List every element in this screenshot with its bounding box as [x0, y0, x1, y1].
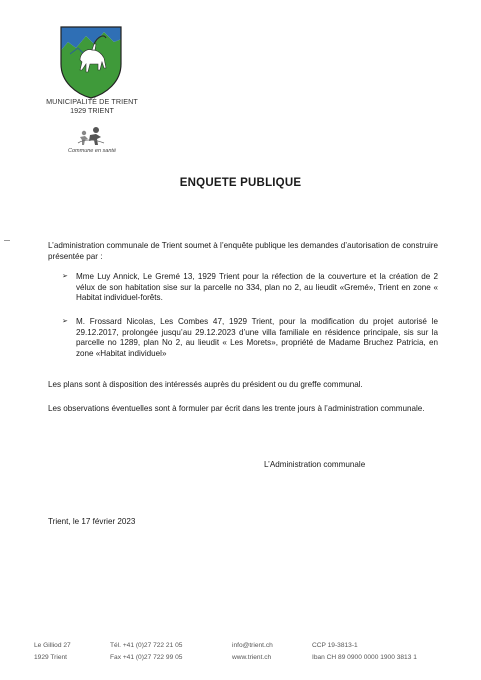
footer-iban: Iban CH 89 0900 0000 1900 3813 1	[312, 653, 417, 661]
footer-address-line2: 1929 Trient	[34, 653, 67, 661]
signature-line: L’Administration communale	[264, 460, 366, 469]
footer-tel: Tél. +41 (0)27 722 21 05	[110, 642, 183, 649]
arrowhead-bullet-icon: ➢	[62, 318, 68, 325]
coat-of-arms-icon	[58, 24, 124, 100]
commune-en-sante-label: Commune en santé	[68, 148, 116, 154]
footer-address	[34, 640, 71, 663]
fold-mark	[4, 240, 10, 241]
footer-email-link[interactable]: info@trient.ch	[232, 642, 273, 649]
municipality-postal: 1929 TRIENT	[70, 106, 114, 115]
commune-en-sante-logo-icon	[76, 125, 106, 147]
list-item-text: M. Frossard Nicolas, Les Combes 47, 1929 Trient, pour la modification du projet autorisé le 29.12.2017, prolongée jusqu’au 29.12.2023 d’une villa familiale en résidence principale, sis sur la parcelle no 1289, plan No 2, au lieudit « Les Morets», propriété de Madame Bruchez Patricia, en zone «Habitat individuel»	[76, 317, 438, 358]
footer-address-line1: Le Gilliod 27	[34, 642, 71, 649]
footer-fax: Fax +41 (0)27 722 99 05	[110, 653, 183, 661]
place-date: Trient, le 17 février 2023	[48, 517, 136, 526]
footer-phone	[110, 640, 182, 663]
document-title: ENQUETE PUBLIQUE	[179, 177, 302, 189]
municipality-name: MUNICIPALITÉ DE TRIENT	[46, 97, 138, 106]
footer-bank	[312, 640, 417, 663]
footer-contact	[232, 640, 273, 663]
list-item-text: Mme Luy Annick, Le Gremé 13, 1929 Trient pour la réfection de la couverture et la création de 2 vélux de son habitation sise sur la parcelle no 334, plan no 2, au lieudit «Gremé», Trient en zone « Habitat individuel-forêts.	[76, 272, 438, 303]
arrowhead-bullet-icon: ➢	[62, 273, 68, 280]
intro-paragraph: L’administration communale de Trient soumet à l’enquête publique les demandes d’autorisation de construire présentée par :	[48, 241, 438, 261]
footer-ccp: CCP 19-3813-1	[312, 642, 358, 649]
footer-website-link[interactable]: www.trient.ch	[232, 653, 272, 661]
observations-paragraph: Les observations éventuelles sont à formuler par écrit dans les trente jours à l’administration communale.	[48, 404, 425, 413]
plans-paragraph: Les plans sont à disposition des intéressés auprès du président ou du greffe communal.	[48, 380, 363, 389]
